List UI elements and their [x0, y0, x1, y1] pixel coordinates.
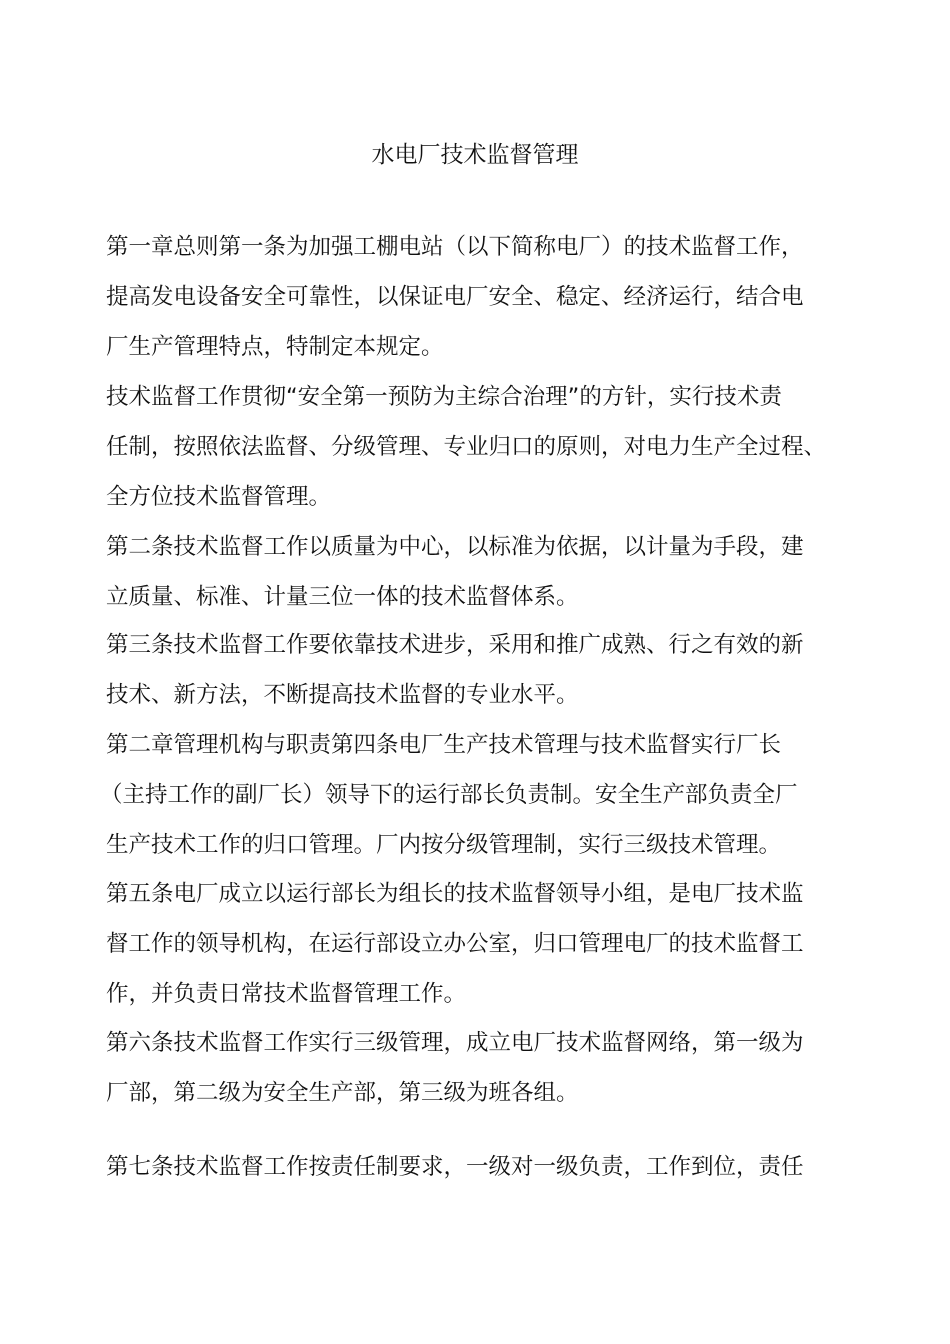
text-line: （主持工作的副厂长）领导下的运行部长负责制。安全生产部负责全厂 — [100, 782, 798, 808]
paragraph-article5 — [106, 869, 842, 1019]
text-line: 提高发电设备安全可靠性，以保证电厂安全、稳定、经济运行，结合电 — [106, 284, 804, 310]
text-line: 第五条电厂成立以运行部长为组长的技术监督领导小组，是电厂技术监 — [106, 881, 804, 907]
text-line: 技术监督工作贯彻“安全第一预防为主综合治理”的方针，实行技术责 — [106, 384, 782, 410]
text-line: 任制，按照依法监督、分级管理、专业归口的原则，对电力生产全过程、 — [106, 434, 827, 460]
paragraph-article3 — [106, 620, 842, 720]
text-line: 第三条技术监督工作要依靠技术进步，采用和推广成熟、行之有效的新 — [106, 632, 804, 658]
text-line: 第二条技术监督工作以质量为中心，以标准为依据，以计量为手段，建 — [106, 534, 804, 560]
text-line: 厂生产管理特点，特制定本规定。 — [106, 334, 444, 360]
text-line: 督工作的领导机构，在运行部设立办公室，归口管理电厂的技术监督工 — [106, 931, 804, 957]
text-line: 第六条技术监督工作实行三级管理，成立电厂技术监督网络，第一级为 — [106, 1030, 804, 1056]
paragraph-article2 — [106, 522, 842, 622]
text-line: 第七条技术监督工作按责任制要求，一级对一级负责，工作到位，责任 — [106, 1154, 804, 1180]
paragraph-article6 — [106, 1018, 842, 1118]
text-line: 技术、新方法，不断提高技术监督的专业水平。 — [106, 682, 579, 708]
text-line: 立质量、标准、计量三位一体的技术监督体系。 — [106, 584, 579, 610]
paragraph-article7 — [106, 1142, 842, 1192]
document-title: 水电厂技术监督管理 — [371, 142, 579, 168]
paragraph-chapter2-article4 — [100, 720, 842, 870]
text-line: 第二章管理机构与职责第四条电厂生产技术管理与技术监督实行厂长 — [106, 732, 782, 758]
paragraph-chapter1-article1 — [106, 222, 842, 372]
text-line: 第一章总则第一条为加强工棚电站（以下简称电厂）的技术监督工作， — [106, 234, 804, 260]
text-line: 全方位技术监督管理。 — [106, 484, 332, 510]
text-line: 作，并负责日常技术监督管理工作。 — [106, 981, 467, 1007]
text-line: 生产技术工作的归口管理。厂内按分级管理制，实行三级技术管理。 — [106, 832, 782, 858]
paragraph-policy — [106, 372, 842, 522]
text-line: 厂部，第二级为安全生产部，第三级为班各组。 — [106, 1080, 579, 1106]
